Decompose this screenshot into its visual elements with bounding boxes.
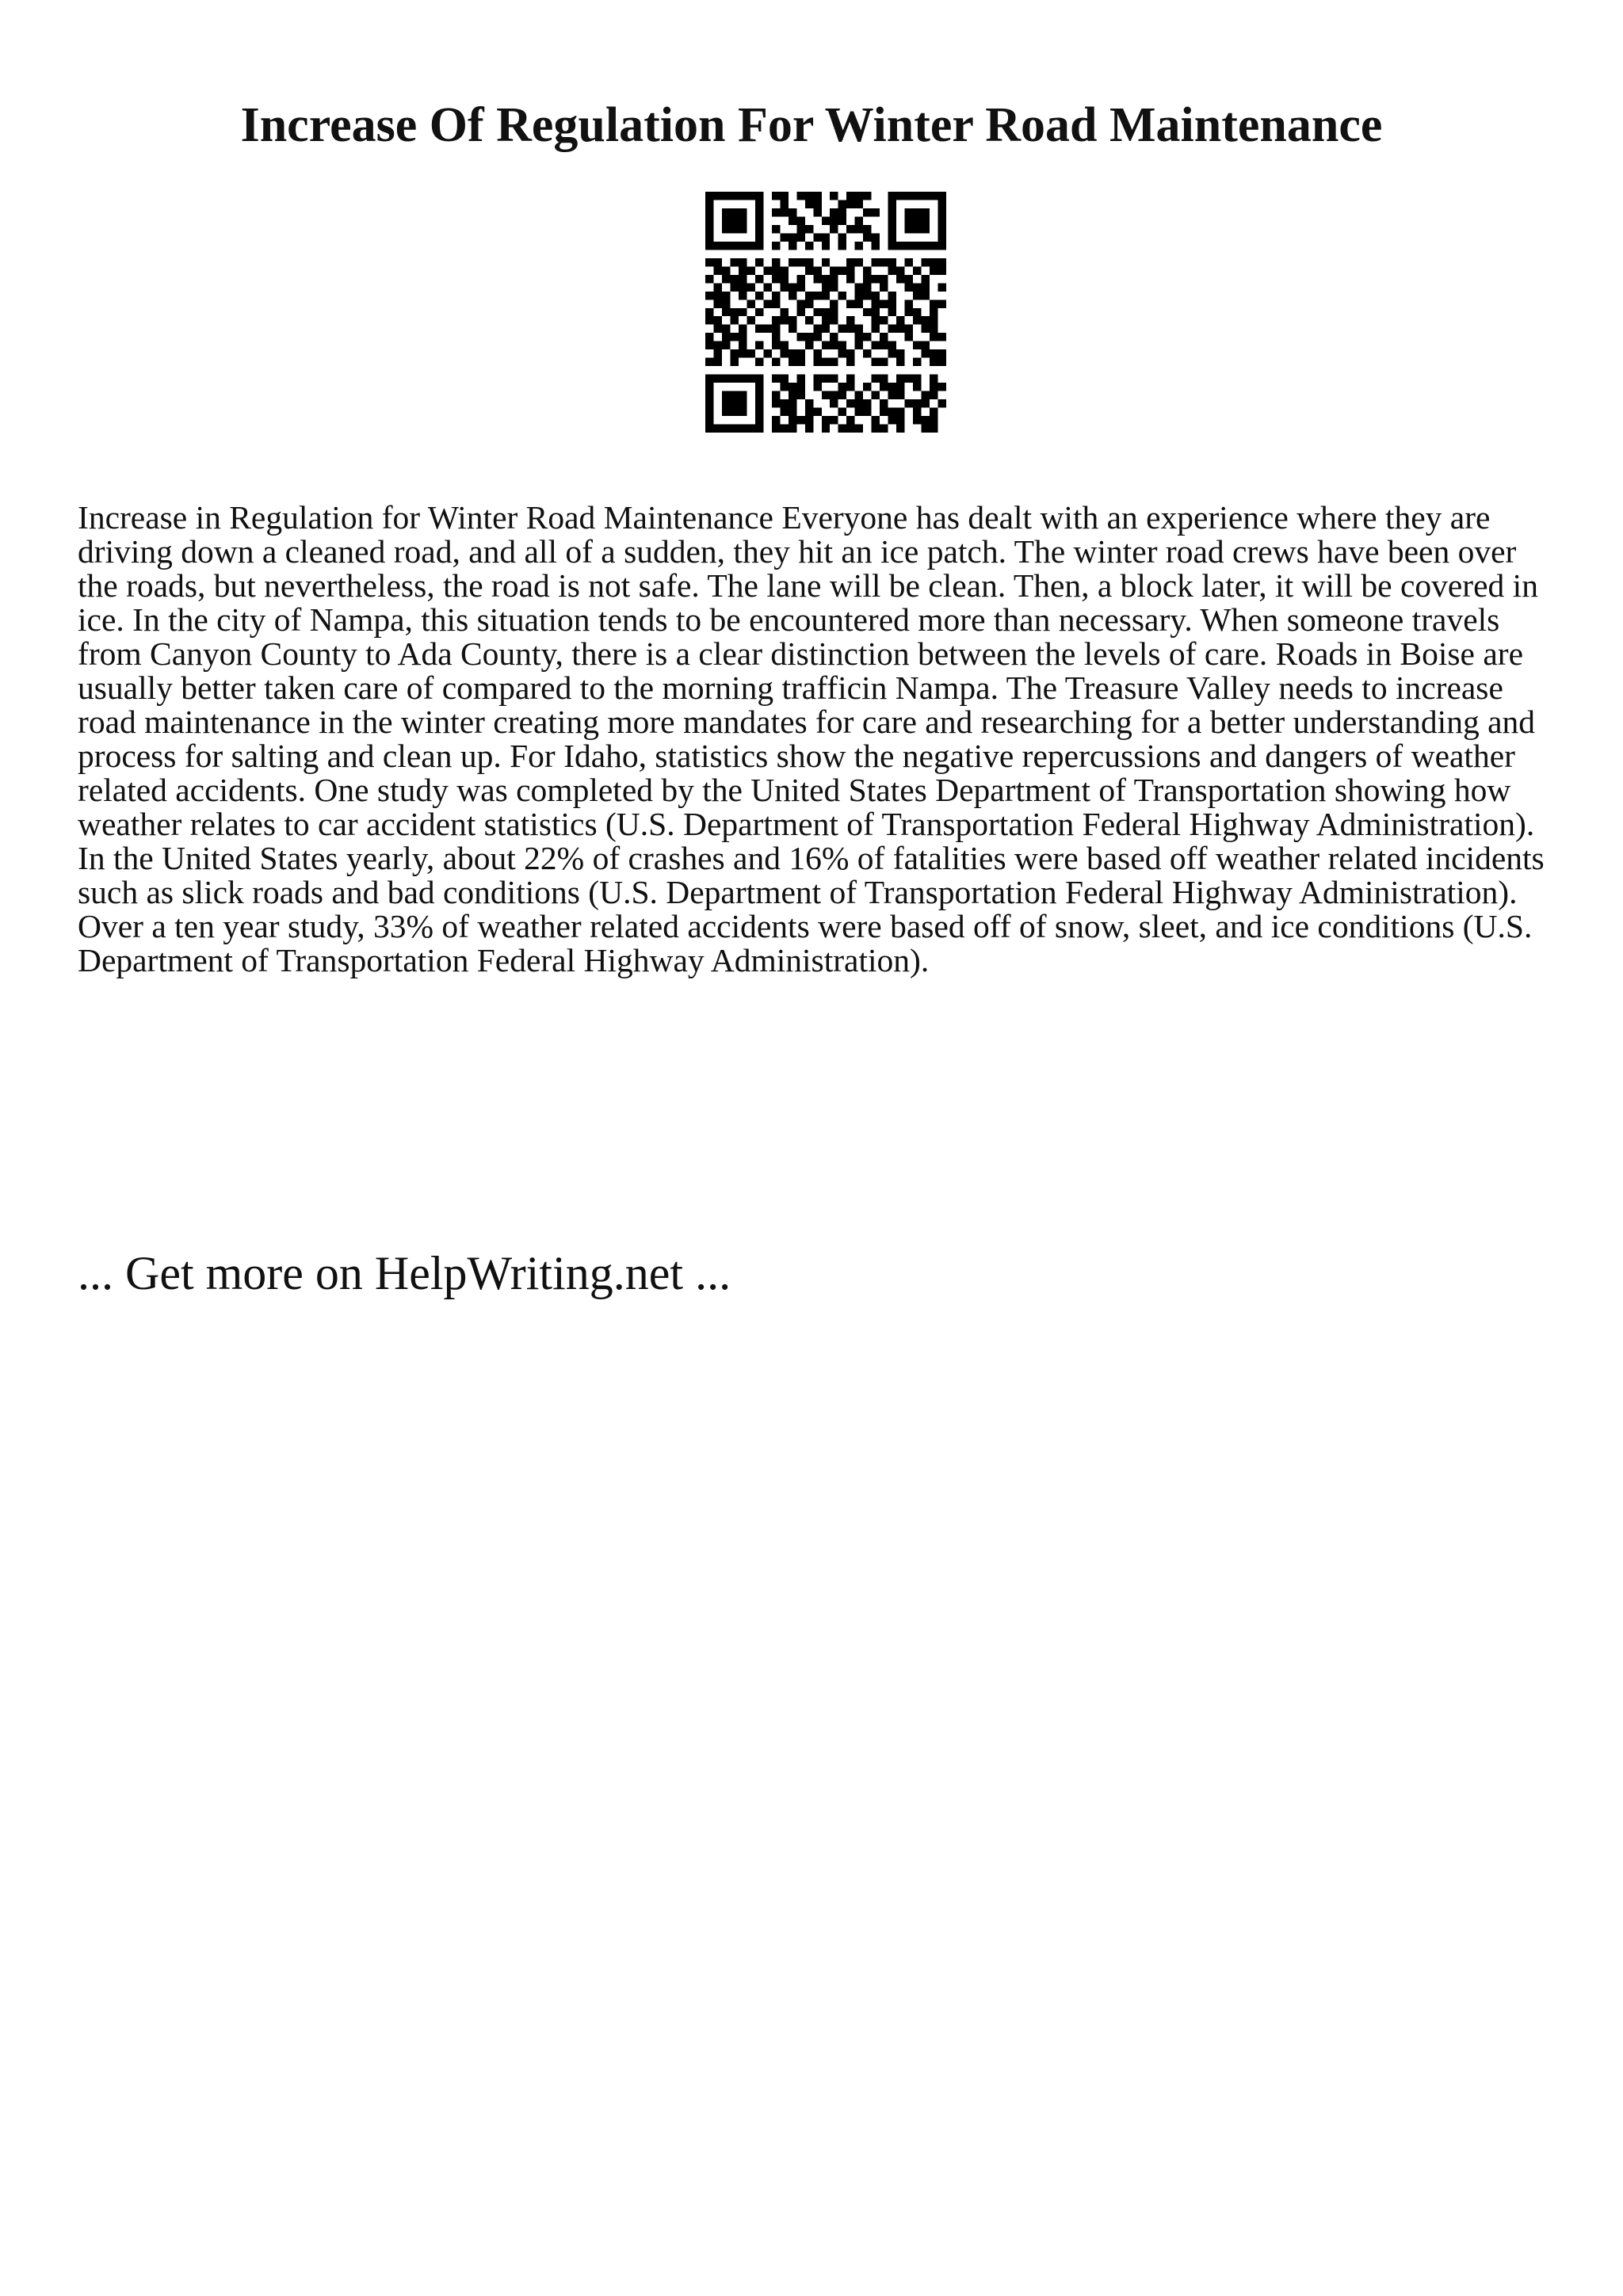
helpwriting-more-link[interactable]: ... Get more on HelpWriting.net ... [78, 1247, 731, 1299]
essay-body-text: Increase in Regulation for Winter Road Maintenance Everyone has dealt with an experience where they are driving down a cleaned road, and all of a sudden, they hit an ice patch. The winter road crews have been over the roads, but nevertheless, the road is not safe. The lane will be clean. Then, a block later, it will be covered in ice. In the city of Nampa, this situation tends to be encountered more than necessary. When someone travels from Canyon County to Ada County, there is a clear distinction between the levels of care. Roads in Boise are usually better taken care of compared to the morning trafficin Nampa. The Treasure Valley needs to increase road maintenance in the winter creating more mandates for care and researching for a better understanding and process for salting and clean up. For Idaho, statistics show the negative repercussions and dangers of weather related accidents. One study was completed by the United States Department of Transportation showing how weather relates to car accident statistics (U.S. Department of Transportation Federal Highway Administration). In the United States yearly, about 22% of crashes and 16% of fatalities were based off weather related incidents such as slick roads and bad conditions (U.S. Department of Transportation Federal Highway Administration). Over a ten year study, 33% of weather related accidents were based off of snow, sleet, and ice conditions (U.S. Department of Transportation Federal Highway Administration). [78, 499, 1545, 978]
page-title: Increase Of Regulation For Winter Road Maintenance [240, 98, 1383, 152]
qr-code-icon [705, 192, 946, 433]
